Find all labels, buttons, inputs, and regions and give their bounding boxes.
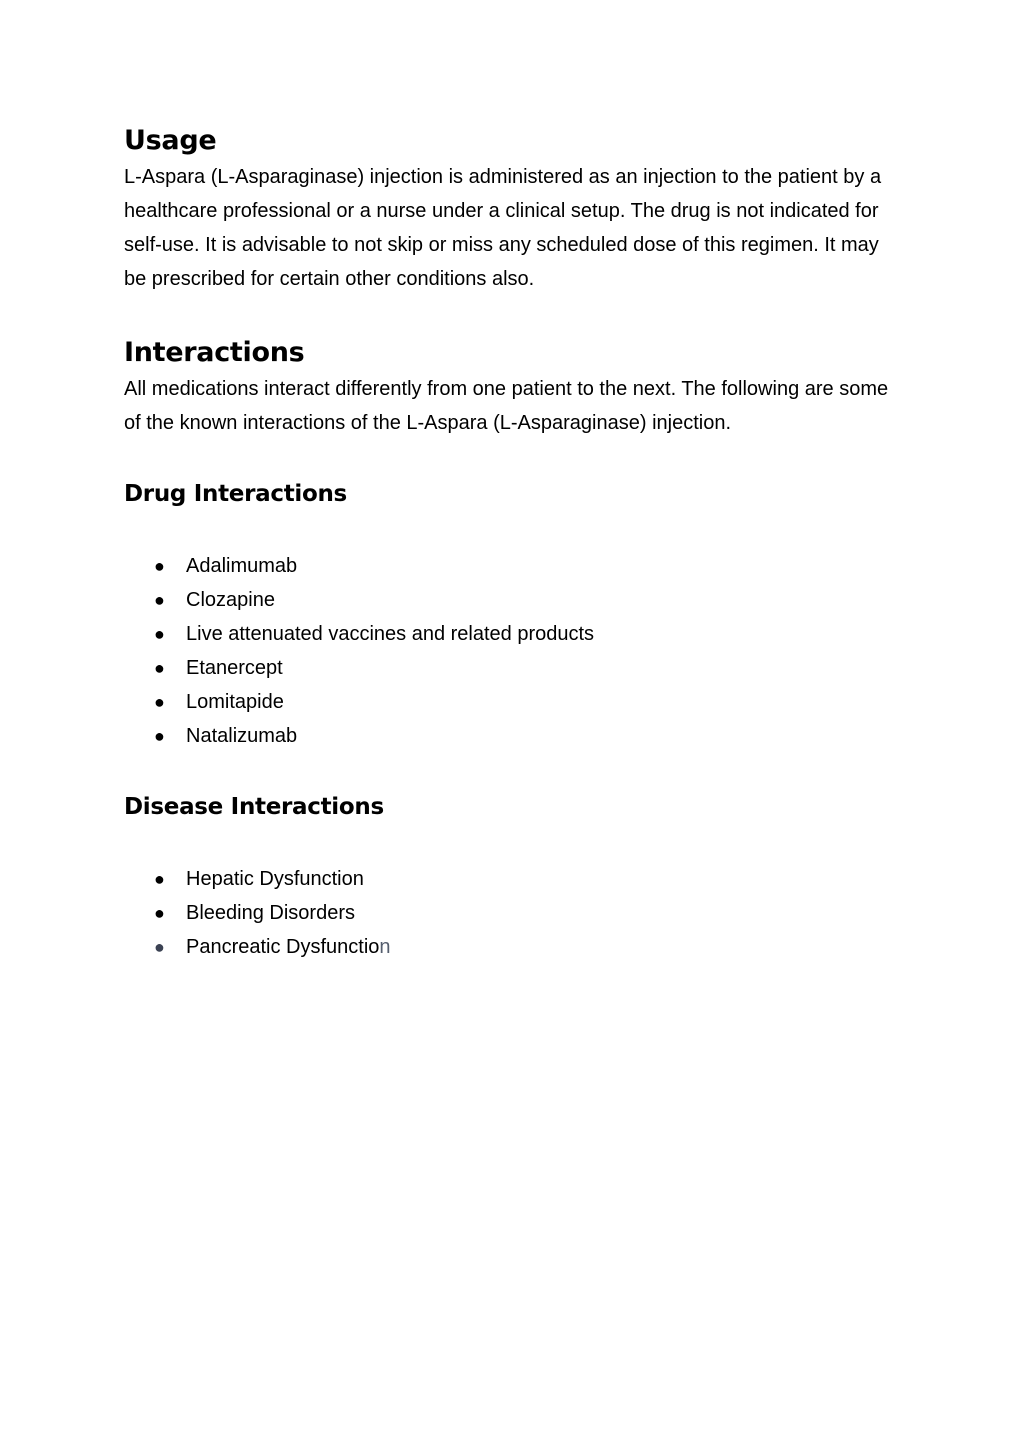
usage-paragraph: L-Aspara (L-Asparaginase) injection is administered as an injection to the patient by a healthcare professional or a nurse under a clinical setup. The drug is not indicated for self-use. It is advisable to not skip or miss any scheduled dose of this regimen. It may be prescribed for certain other conditions also.	[124, 166, 882, 290]
bullet-icon: ●	[154, 937, 165, 957]
interactions-paragraph: All medications interact differently from one patient to the next. The following are some of the known interactions of the L-Aspara (L-Asparaginase) injection.	[124, 378, 889, 434]
list-item: ● Bleeding Disorders	[124, 896, 904, 930]
disease-interactions-list	[124, 862, 904, 964]
drug-interactions-list	[124, 549, 904, 753]
bullet-icon: ●	[154, 590, 165, 610]
bullet-icon: ●	[154, 903, 165, 923]
list-item: ● Etanercept	[124, 651, 904, 685]
list-item: ● Live attenuated vaccines and related products	[124, 617, 904, 651]
usage-heading: Usage	[124, 125, 217, 156]
bullet-icon: ●	[154, 869, 165, 889]
list-item: ● Clozapine	[124, 583, 904, 617]
list-item: ● Lomitapide	[124, 685, 904, 719]
document-page	[124, 122, 904, 964]
bullet-icon: ●	[154, 692, 165, 712]
drug-interactions-heading: Drug Interactions	[124, 481, 347, 507]
bullet-icon: ●	[154, 624, 165, 644]
interactions-heading: Interactions	[124, 337, 305, 368]
bullet-icon: ●	[154, 556, 165, 576]
list-item: ● Natalizumab	[124, 719, 904, 753]
bullet-icon: ●	[154, 658, 165, 678]
list-item: ● Adalimumab	[124, 549, 904, 583]
list-item: ● Pancreatic Dysfunction	[124, 930, 904, 964]
list-item: ● Hepatic Dysfunction	[124, 862, 904, 896]
disease-interactions-heading: Disease Interactions	[124, 794, 384, 820]
bullet-icon: ●	[154, 726, 165, 746]
